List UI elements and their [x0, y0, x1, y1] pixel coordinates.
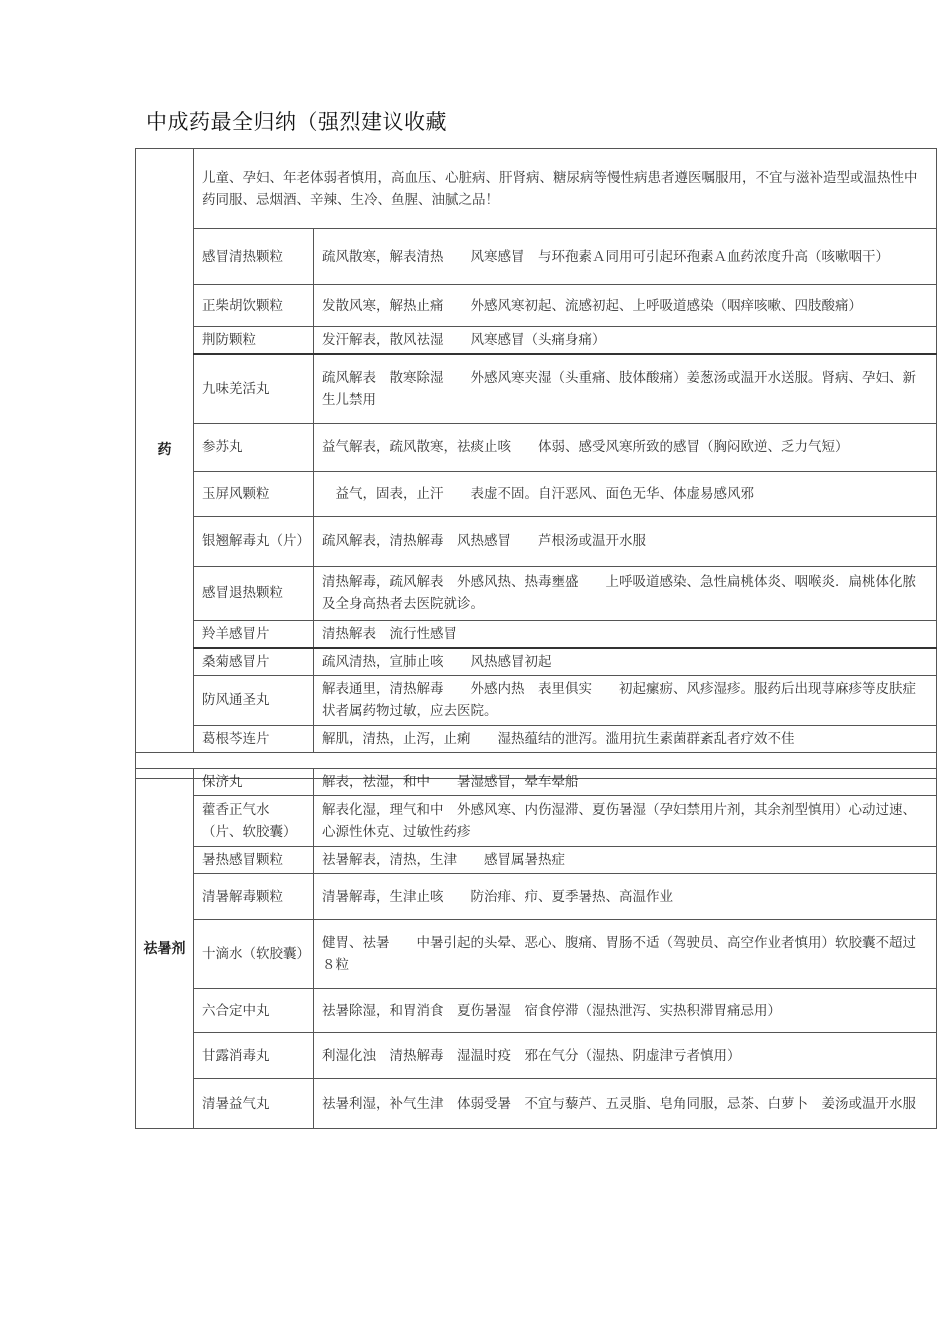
- medicine-name: 感冒清热颗粒: [194, 229, 314, 285]
- medicine-name: 甘露消毒丸: [194, 1033, 314, 1079]
- medicine-name: 清暑益气丸: [194, 1079, 314, 1129]
- medicine-name: 保济丸: [194, 769, 314, 796]
- medicine-description: 解表通里，清热解毒 外感内热 表里俱实 初起瘰疬、风疹湿疹。服药后出现荨麻疹等皮肤症状者属药物过敏，应去医院。: [314, 675, 937, 725]
- medicine-description: 健胃、祛暑 中暑引起的头晕、恶心、腹痛、胃肠不适（驾驶员、高空作业者慎用）软胶囊不超过８粒: [314, 920, 937, 989]
- medicine-description: 疏风解表，清热解毒 风热感冒 芦根汤或温开水服: [314, 516, 937, 566]
- medicine-description: 发汗解表，散风祛湿 风寒感冒（头痛身痛）: [314, 327, 937, 355]
- medicine-description: 益气，固表，止汗 表虚不固。自汗恶风、面色无华、体虚易感风邪: [314, 471, 937, 516]
- medicine-description: 疏风散寒，解表清热 风寒感冒 与环孢素Ａ同用可引起环孢素Ａ血药浓度升高（咳嗽咽干）: [314, 229, 937, 285]
- medicine-description: 益气解表，疏风散寒，祛痰止咳 体弱、感受风寒所致的感冒（胸闷欧逆、乏力气短）: [314, 423, 937, 471]
- medicine-name: 感冒退热颗粒: [194, 566, 314, 620]
- medicine-description: 发散风寒，解热止痛 外感风寒初起、流感初起、上呼吸道感染（咽痒咳嗽、四肢酸痛）: [314, 285, 937, 327]
- medicine-name: 玉屏风颗粒: [194, 471, 314, 516]
- medicine-name: 羚羊感冒片: [194, 620, 314, 648]
- medicine-name: 清暑解毒颗粒: [194, 874, 314, 920]
- medicine-name: 九味羌活丸: [194, 354, 314, 423]
- medicine-description: 疏风清热，宣肺止咳 风热感冒初起: [314, 648, 937, 676]
- medicine-description: 解肌，清热，止泻，止痢 湿热蕴结的泄泻。滥用抗生素菌群紊乱者疗效不佳: [314, 725, 937, 752]
- medicine-description: 疏风解表 散寒除湿 外感风寒夹湿（头重痛、肢体酸痛）姜葱汤或温开水送服。肾病、孕妇、新生儿禁用: [314, 354, 937, 423]
- medicine-description: 祛暑利湿，补气生津 体弱受暑 不宜与藜芦、五灵脂、皂角同服，忌茶、白萝卜 姜汤或温开水服: [314, 1079, 937, 1129]
- medicine-name: 藿香正气水（片、软胶囊）: [194, 796, 314, 847]
- medicine-name: 十滴水（软胶囊）: [194, 920, 314, 989]
- medicine-description: 清热解毒，疏风解表 外感风热、热毒壅盛 上呼吸道感染、急性扁桃体炎、咽喉炎．扁桃体化脓及全身高热者去医院就诊。: [314, 566, 937, 620]
- medicine-name: 正柴胡饮颗粒: [194, 285, 314, 327]
- medicine-name: 暑热感冒颗粒: [194, 847, 314, 874]
- medicine-description: 利湿化浊 清热解毒 湿温时疫 邪在气分（湿热、阴虚津亏者慎用）: [314, 1033, 937, 1079]
- medicine-description: 祛暑除湿，和胃消食 夏伤暑湿 宿食停滞（湿热泄泻、实热积滞胃痛忌用）: [314, 989, 937, 1033]
- medicine-description: 清热解表 流行性感冒: [314, 620, 937, 648]
- medicine-name: 六合定中丸: [194, 989, 314, 1033]
- medicine-description: 祛暑解表，清热，生津 感冒属暑热症: [314, 847, 937, 874]
- medicine-name: 荆防颗粒: [194, 327, 314, 355]
- medicine-description: 解表化湿，理气和中 外感风寒、内伤湿滞、夏伤暑湿（孕妇禁用片剂，其余剂型慎用）心动过速、心源性休克、过敏性药疹: [314, 796, 937, 847]
- medicine-name: 桑菊感冒片: [194, 648, 314, 676]
- medicine-description: 解表，祛湿，和中 暑湿感冒，晕车晕船: [314, 769, 937, 796]
- category-cell: 药: [136, 149, 194, 753]
- usage-note: 儿童、孕妇、年老体弱者慎用，高血压、心脏病、肝肾病、糖尿病等慢性病患者遵医嘱服用，不宜与滋补造型或温热性中药同服、忌烟酒、辛辣、生冷、鱼腥、油腻之品！: [194, 149, 937, 229]
- medicine-table-section-1: [135, 148, 937, 779]
- category-cell: 祛暑剂: [136, 769, 194, 1129]
- medicine-name: 葛根芩连片: [194, 725, 314, 752]
- medicine-name: 防风通圣丸: [194, 675, 314, 725]
- medicine-table-section-2: [135, 768, 937, 1129]
- document-title: 中成药最全归纳（强烈建议收藏: [146, 110, 447, 134]
- medicine-name: 银翘解毒丸（片）: [194, 516, 314, 566]
- medicine-description: 清暑解毒，生津止咳 防治痱、疖、夏季暑热、高温作业: [314, 874, 937, 920]
- medicine-name: 参苏丸: [194, 423, 314, 471]
